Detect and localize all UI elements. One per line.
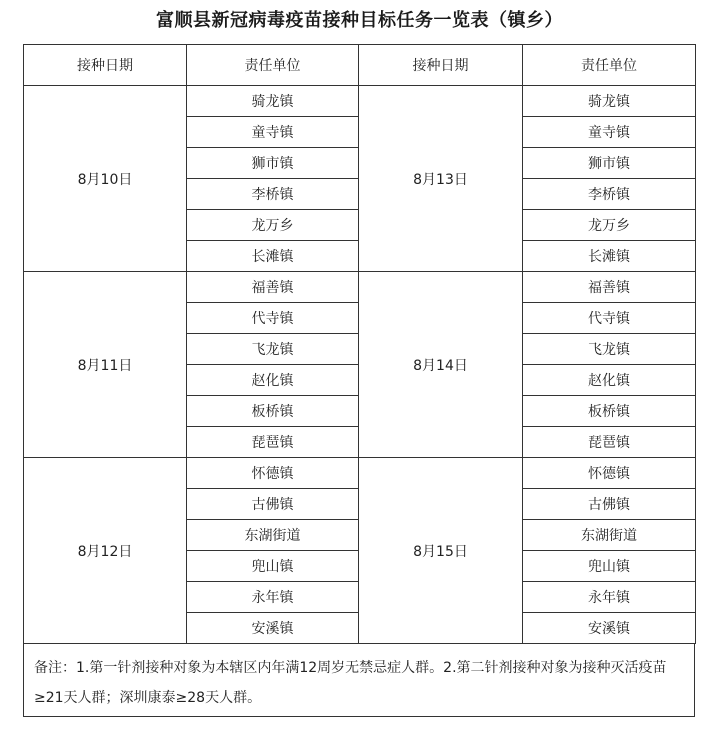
header-row [24,45,696,86]
unit-cell-left: 兜山镇 [187,551,359,582]
unit-cell-left: 赵化镇 [187,365,359,396]
unit-cell-right: 长滩镇 [523,241,696,272]
date-cell-left: 8月10日 [24,86,187,272]
unit-cell-right: 童寺镇 [523,117,696,148]
date-cell-left: 8月12日 [24,458,187,644]
unit-cell-right: 古佛镇 [523,489,696,520]
unit-cell-right: 怀德镇 [523,458,696,489]
unit-cell-left: 长滩镇 [187,241,359,272]
unit-cell-right: 赵化镇 [523,365,696,396]
unit-cell-left: 东湖街道 [187,520,359,551]
page-title: 富顺县新冠病毒疫苗接种目标任务一览表（镇乡） [156,10,563,31]
unit-cell-right: 琵琶镇 [523,427,696,458]
unit-cell-left: 狮市镇 [187,148,359,179]
remarks-note: 备注：1.第一针剂接种对象为本辖区内年满12周岁无禁忌症人群。2.第二针剂接种对象为接种灭活疫苗≥21天人群；深圳康泰≥28天人群。 [23,643,695,717]
unit-cell-left: 古佛镇 [187,489,359,520]
unit-cell-right: 东湖街道 [523,520,696,551]
unit-cell-left: 骑龙镇 [187,86,359,117]
unit-cell-right: 安溪镇 [523,613,696,644]
unit-cell-left: 代寺镇 [187,303,359,334]
unit-cell-right: 飞龙镇 [523,334,696,365]
unit-cell-right: 代寺镇 [523,303,696,334]
unit-cell-left: 飞龙镇 [187,334,359,365]
unit-cell-right: 狮市镇 [523,148,696,179]
unit-cell-left: 福善镇 [187,272,359,303]
unit-cell-right: 板桥镇 [523,396,696,427]
table-row [24,272,696,303]
unit-cell-left: 龙万乡 [187,210,359,241]
unit-cell-right: 骑龙镇 [523,86,696,117]
unit-cell-left: 安溪镇 [187,613,359,644]
unit-cell-right: 李桥镇 [523,179,696,210]
unit-cell-left: 永年镇 [187,582,359,613]
unit-cell-left: 怀德镇 [187,458,359,489]
date-cell-right: 8月15日 [359,458,523,644]
header-unit-left: 责任单位 [187,45,359,86]
unit-cell-right: 福善镇 [523,272,696,303]
date-cell-right: 8月13日 [359,86,523,272]
unit-cell-right: 永年镇 [523,582,696,613]
table-row [24,458,696,489]
schedule-table [23,44,696,644]
date-cell-left: 8月11日 [24,272,187,458]
header-date-left: 接种日期 [24,45,187,86]
unit-cell-left: 琵琶镇 [187,427,359,458]
table-row [24,86,696,117]
unit-cell-left: 李桥镇 [187,179,359,210]
unit-cell-left: 板桥镇 [187,396,359,427]
date-cell-right: 8月14日 [359,272,523,458]
unit-cell-left: 童寺镇 [187,117,359,148]
header-unit-right: 责任单位 [523,45,696,86]
unit-cell-right: 兜山镇 [523,551,696,582]
header-date-right: 接种日期 [359,45,523,86]
unit-cell-right: 龙万乡 [523,210,696,241]
